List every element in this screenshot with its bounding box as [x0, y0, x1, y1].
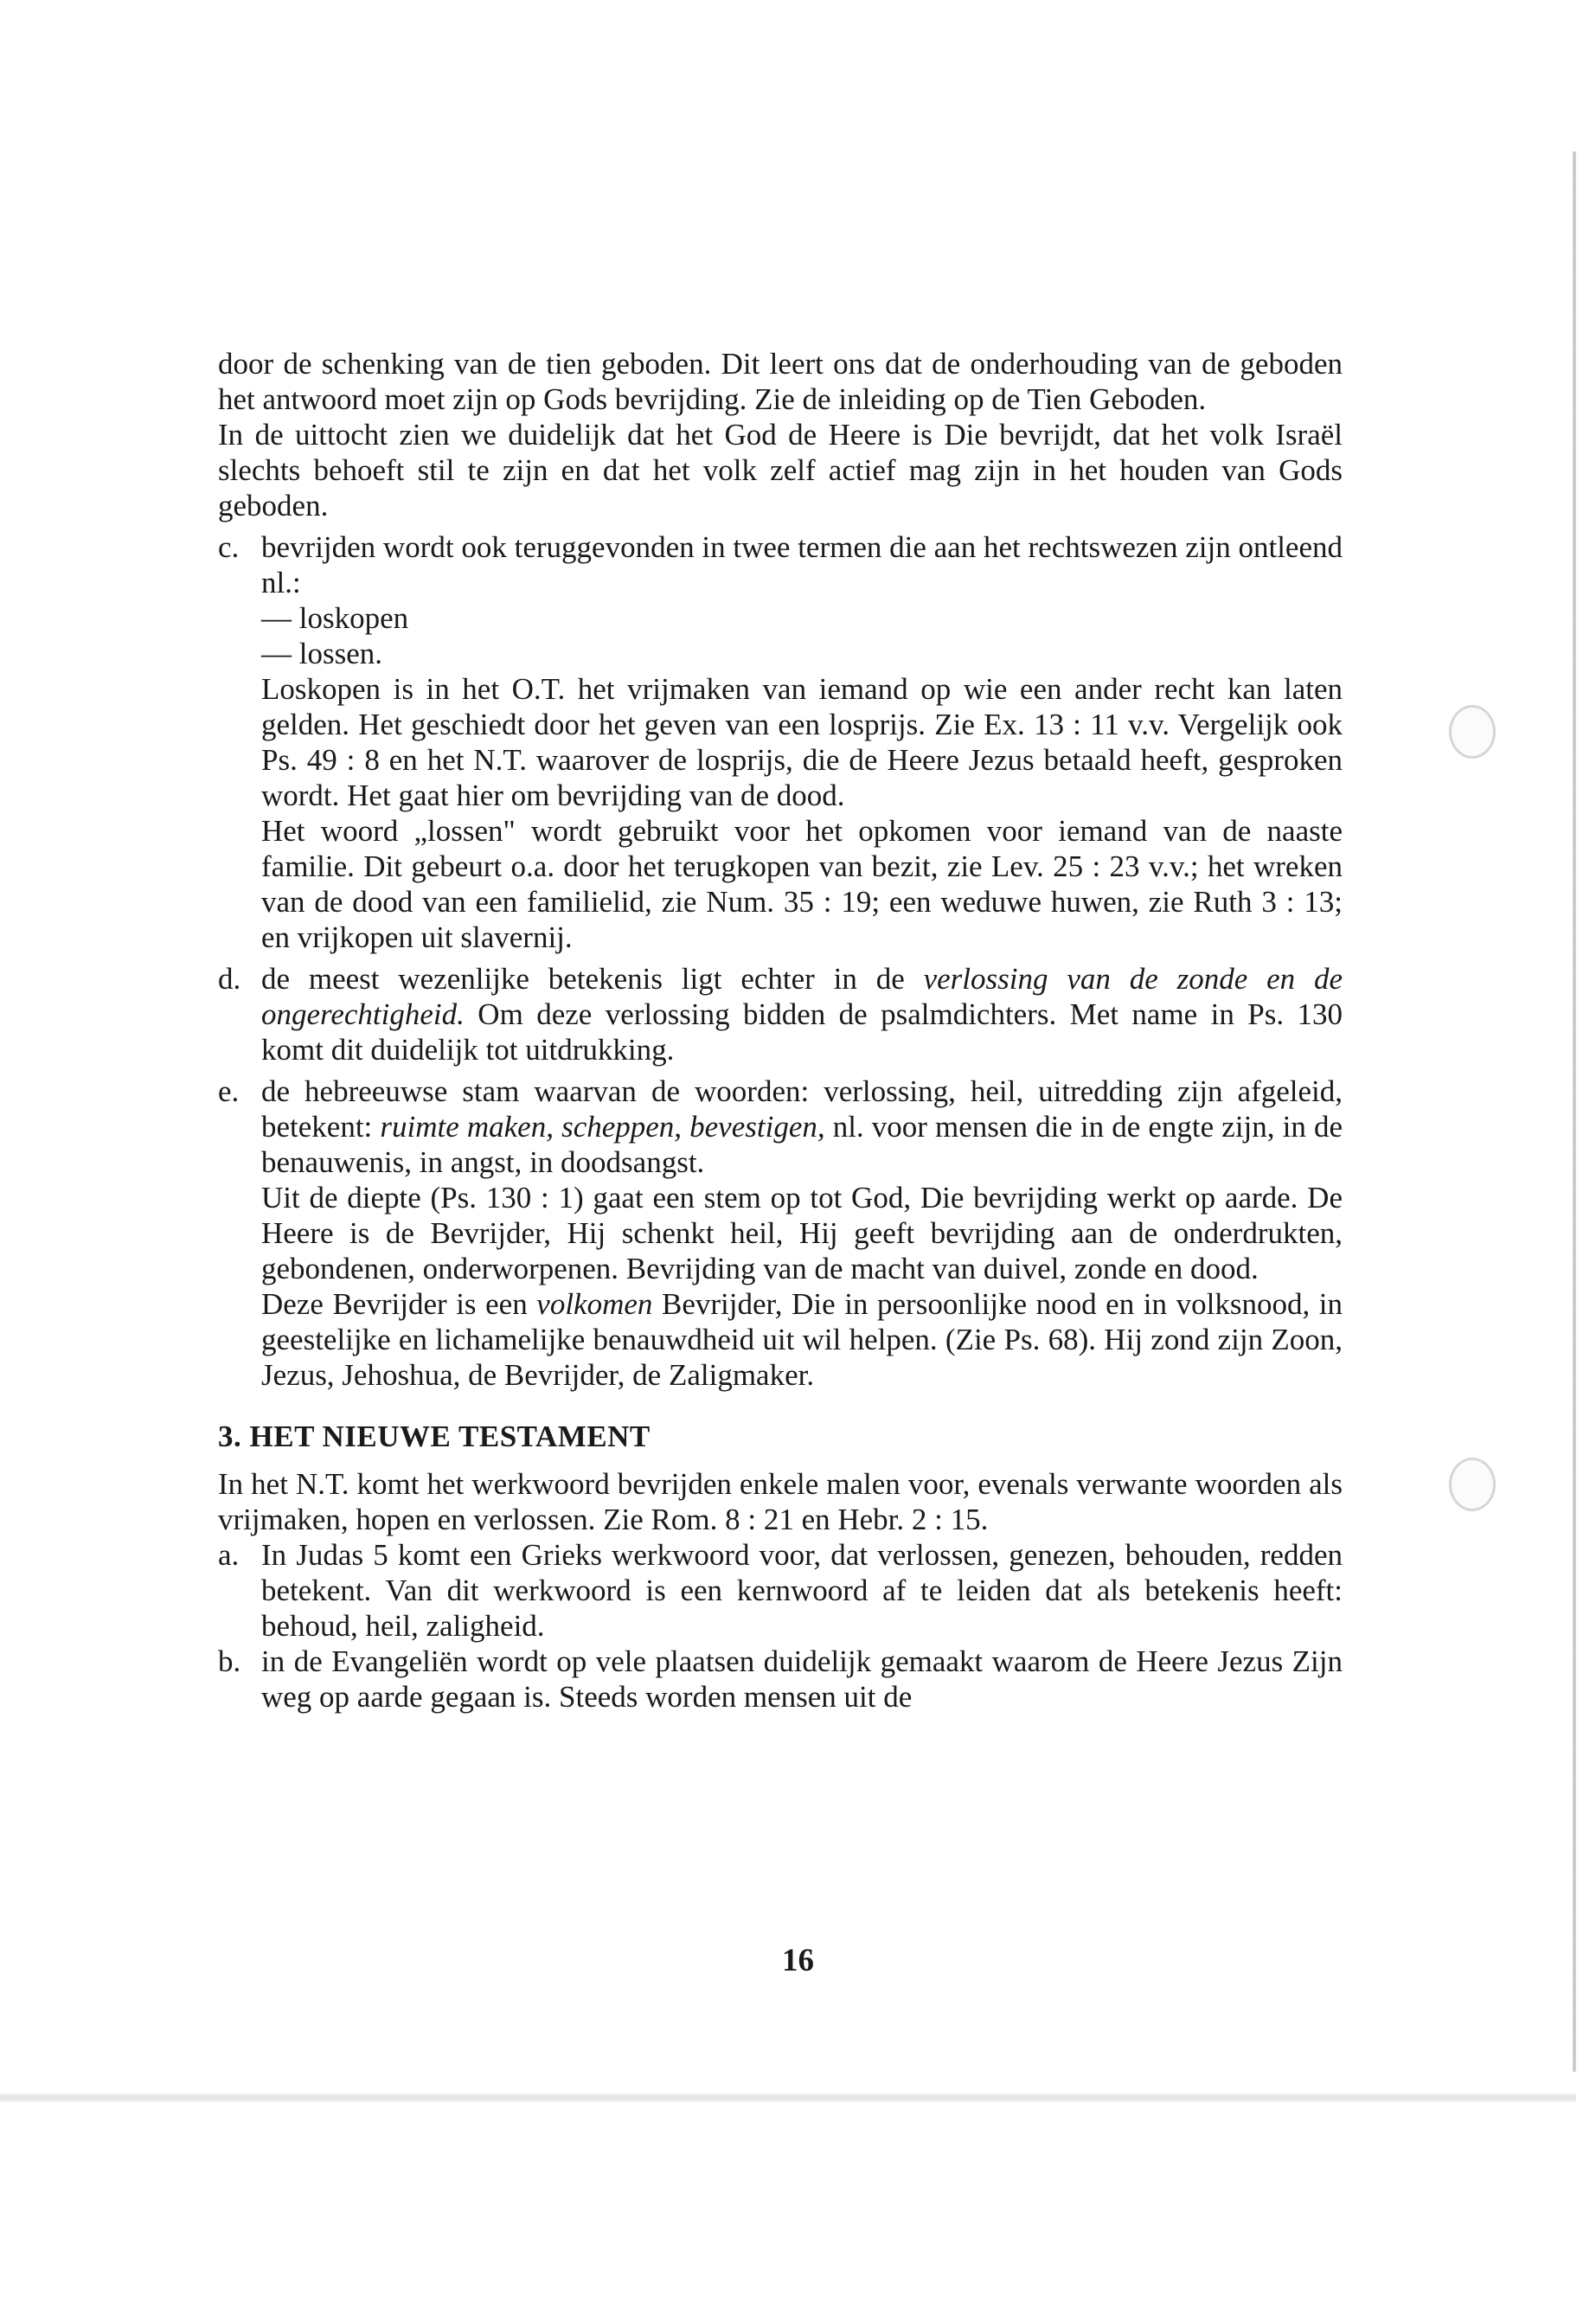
intro-paragraph-2: In de uittocht zien we duidelijk dat het God de Heere is Die bevrijdt, dat het volk Israël slechts behoeft stil te zijn en dat het volk zelf actief mag zijn in het houden van Gods geboden.	[218, 418, 1343, 522]
list-item-c	[218, 529, 1343, 600]
list-marker-c: c.	[218, 530, 240, 564]
list-item-b-text: in de Evangeliën wordt op vele plaatsen duidelijk gemaakt waarom de Heere Jezus Zijn weg op aarde gegaan is. Steeds worden mensen uit de	[261, 1644, 1343, 1714]
list-item-e-text-before: de hebreeuwse stam waarvan de woorden: verlossing, heil, uitredding zijn afgeleid, betekent:	[261, 1074, 1343, 1144]
section-heading-nieuwe-testament: 3. HET NIEUWE TESTAMENT	[218, 1420, 651, 1453]
dash-item-lossen: — lossen.	[261, 637, 382, 670]
page-body	[218, 346, 1343, 1715]
list-marker-b: b.	[218, 1644, 241, 1678]
scan-page-edge-right	[1573, 151, 1576, 2072]
list-item-e-emphasis: ruimte maken, scheppen, bevestigen,	[380, 1110, 825, 1144]
bevrijder-text-before: Deze Bevrijder is een	[261, 1287, 537, 1321]
list-item-d-emphasis: verlossing van de zonde en de ongerechtigheid.	[261, 962, 1343, 1031]
list-marker-a: a.	[218, 1538, 240, 1572]
list-item-a	[218, 1537, 1343, 1644]
list-marker-e: e.	[218, 1074, 240, 1108]
loskopen-paragraph: Loskopen is in het O.T. het vrijmaken van iemand op wie een ander recht kan laten gelden. Het geschiedt door het geven van een losprijs. Zie Ex. 13 : 11 v.v. Vergelijk ook Ps. 49 : 8 en het N.T. waarover de losprijs, die de Heere Jezus betaald heeft, gesproken wordt. Het gaat hier om bevrijding van de dood.	[261, 672, 1343, 812]
list-item-b	[218, 1644, 1343, 1715]
section3-intro-paragraph: In het N.T. komt het werkwoord bevrijden enkele malen voor, evenals verwante woorden als vrijmaken, hopen en verlossen. Zie Rom. 8 : 21 en Hebr. 2 : 15.	[218, 1467, 1343, 1536]
list-item-a-text: In Judas 5 komt een Grieks werkwoord voor, dat verlossen, genezen, behouden, redden betekent. Van dit werkwoord is een kernwoord af te leiden dat als betekenis heeft: behoud, heil, zaligheid.	[261, 1538, 1343, 1643]
lossen-paragraph: Het woord „lossen" wordt gebruikt voor het opkomen voor iemand van de naaste familie. Dit gebeurt o.a. door het terugkopen van bezit, zie Lev. 25 : 23 v.v.; het wreken van de dood van een familielid, zie Num. 35 : 19; een weduwe huwen, zie Ruth 3 : 13; en vrijkopen uit slavernij.	[261, 814, 1343, 954]
list-item-e	[218, 1074, 1343, 1180]
dash-item-loskopen: — loskopen	[261, 601, 409, 635]
punch-hole-lower	[1449, 1458, 1496, 1511]
list-item-d	[218, 961, 1343, 1067]
bevrijder-text-after: Bevrijder, Die in persoonlijke nood en in volksnood, in geestelijke en lichamelijke benauwdheid uit wil helpen. (Zie Ps. 68). Hij zond zijn Zoon, Jezus, Jehoshua, de Bevrijder, de Zaligmaker.	[261, 1287, 1343, 1392]
bevrijder-paragraph	[218, 1286, 1343, 1393]
scan-page-edge-bottom	[0, 2093, 1576, 2102]
list-item-e-text-after: nl. voor mensen die in de engte zijn, in de benauwenis, in angst, in doodsangst.	[261, 1110, 1343, 1179]
list-marker-d: d.	[218, 962, 241, 996]
uit-de-diepte-paragraph: Uit de diepte (Ps. 130 : 1) gaat een stem op tot God, Die bevrijding werkt op aarde. De Heere is de Bevrijder, Hij schenkt heil, Hij geeft bevrijding aan de onderdrukten, gebondenen, onderworpenen. Bevrijding van de macht van duivel, zonde en dood.	[261, 1181, 1343, 1285]
intro-paragraph-1: door de schenking van de tien geboden. Dit leert ons dat de onderhouding van de geboden het antwoord moet zijn op Gods bevrijding. Zie de inleiding op de Tien Geboden.	[218, 347, 1343, 416]
list-item-c-text: bevrijden wordt ook teruggevonden in twee termen die aan het rechtswezen zijn ontleend nl.:	[261, 530, 1343, 599]
page-number: 16	[782, 1943, 814, 1978]
list-item-d-text-before: de meest wezenlijke betekenis ligt echter in de	[261, 962, 924, 996]
bevrijder-emphasis: volkomen	[536, 1287, 653, 1321]
list-item-d-text-after: Om deze verlossing bidden de psalmdichters. Met name in Ps. 130 komt dit duidelijk tot uitdrukking.	[261, 997, 1343, 1067]
punch-hole-upper	[1449, 705, 1496, 759]
